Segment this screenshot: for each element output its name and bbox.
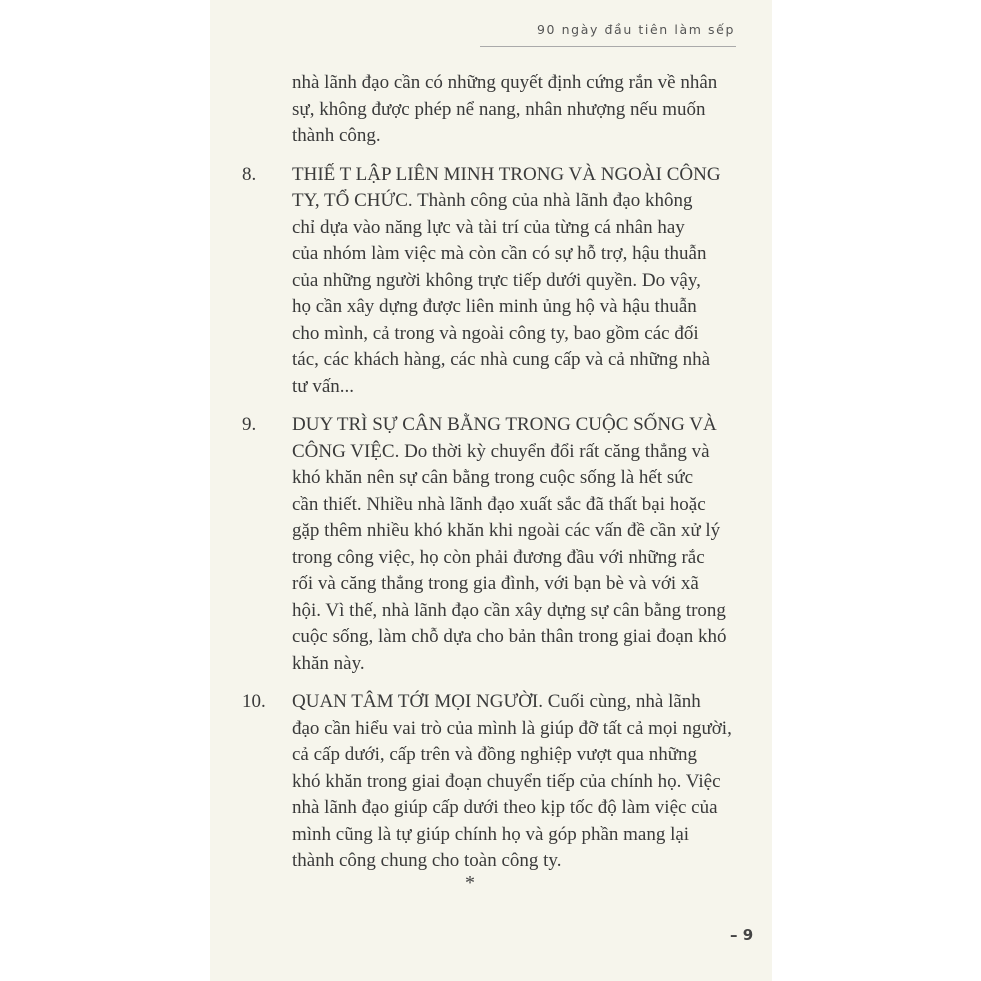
text-line: nhà lãnh đạo cần có những quyết định cứng rắn về nhân [292,72,718,93]
text-line: QUAN TÂM TỚI MỌI NGƯỜI. Cuối cùng, nhà lãnh [292,691,701,712]
text-line: thành công chung cho toàn công ty. [292,850,562,871]
body-text [242,70,762,887]
text-line: mình cũng là tự giúp chính họ và góp phần mang lại [292,823,690,845]
section-separator: * [465,872,475,894]
list-item-9 [242,412,762,677]
text-line: đạo cần hiểu vai trò của mình là giúp đỡ tất cả mọi người, [292,717,732,739]
header-rule [480,46,736,47]
continuation-paragraph [242,70,762,150]
text-line: nhà lãnh đạo giúp cấp dưới theo kịp tốc độ làm việc của [292,797,718,818]
page-number: – 9 [730,926,754,944]
text-line: TY, TỔ CHỨC. Thành công của nhà lãnh đạo không [292,190,693,211]
text-line: tác, các khách hàng, các nhà cung cấp và cả những nhà [292,349,711,370]
item-lines [292,162,762,401]
item-lines [292,689,762,875]
text-line: khó khăn trong giai đoạn chuyển tiếp của chính họ. Việc [292,770,721,792]
text-line: DUY TRÌ SỰ CÂN BẰNG TRONG CUỘC SỐNG VÀ [292,414,717,435]
text-line: thành công. [292,125,381,146]
item-number-spacer [242,70,292,150]
text-line: cuộc sống, làm chỗ dựa cho bản thân trong giai đoạn khó [292,626,727,647]
text-line: cho mình, cả trong và ngoài công ty, bao gồm các đối [292,322,699,344]
text-line: rối và căng thẳng trong gia đình, với bạn bè và với xã [292,573,699,594]
text-line: gặp thêm nhiều khó khăn khi ngoài các vấn đề cần xử lý [292,520,721,541]
text-line: của nhóm làm việc mà còn cần có sự hỗ trợ, hậu thuẫn [292,243,707,264]
text-line: chỉ dựa vào năng lực và tài trí của từng cá nhân hay [292,216,685,238]
text-line: họ cần xây dựng được liên minh ủng hộ và hậu thuẫn [292,296,697,317]
item-lines [292,412,762,677]
text-line: sự, không được phép nể nang, nhân nhượng nếu muốn [292,98,706,120]
list-item-8 [242,162,762,401]
text-line: cả cấp dưới, cấp trên và đồng nghiệp vượt qua những [292,744,698,765]
text-line: khó khăn nên sự cân bằng trong cuộc sống là hết sức [292,467,694,488]
text-line: cần thiết. Nhiều nhà lãnh đạo xuất sắc đã thất bại hoặc [292,493,706,515]
text-line: tư vấn... [292,375,355,397]
text-line: khăn này. [292,652,365,674]
text-line: CÔNG VIỆC. Do thời kỳ chuyển đổi rất căng thẳng và [292,440,710,462]
running-header: 90 ngày đầu tiên làm sếp [536,22,735,37]
text-line: của những người không trực tiếp dưới quyền. Do vậy, [292,269,701,291]
list-item-10 [242,689,762,875]
item-number: 8. [242,163,257,185]
text-line: trong công việc, họ còn phải đương đầu với những rắc [292,546,705,568]
item-number: 9. [242,414,257,435]
text-line: hội. Vì thế, nhà lãnh đạo cần xây dựng sự cân bằng trong [292,599,726,621]
item-number: 10. [242,691,266,712]
continuation-lines [292,70,762,150]
text-line: THIẾ T LẬP LIÊN MINH TRONG VÀ NGOÀI CÔNG [292,163,721,185]
